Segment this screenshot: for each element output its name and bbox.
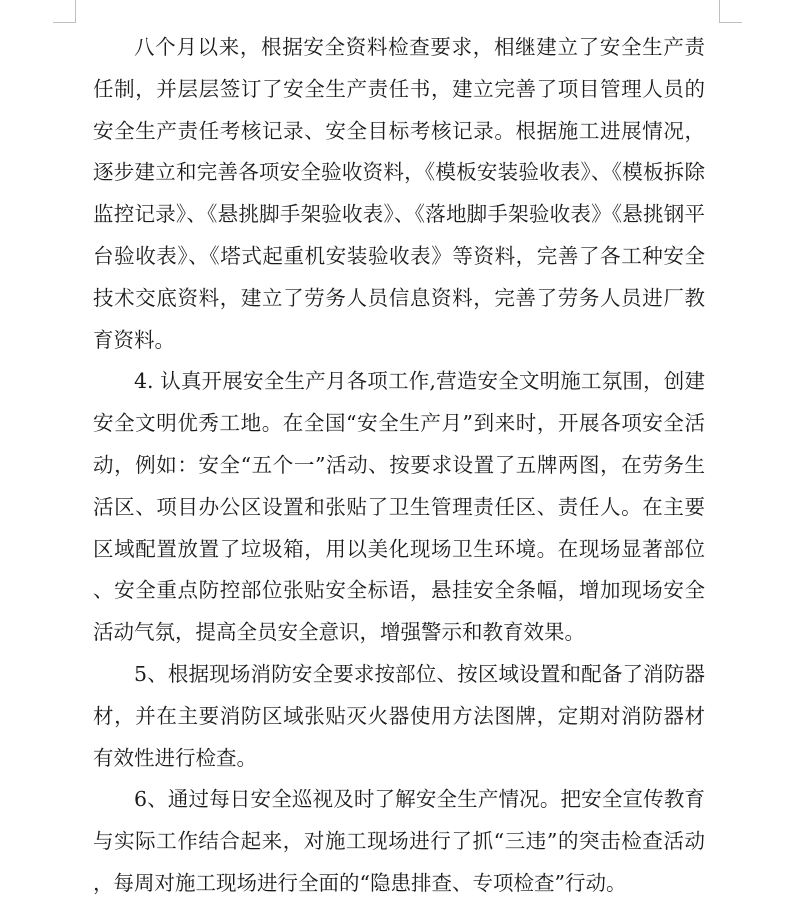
margin-corner-mark-left bbox=[53, 0, 76, 23]
document-body[interactable] bbox=[93, 27, 705, 905]
margin-corner-mark-right bbox=[719, 0, 742, 23]
paragraph-safety-records: 八个月以来，根据安全资料检查要求，相继建立了安全生产责任制，并层层签订了安全生产责任书，建立完善了项目管理人员的安全生产责任考核记录、安全目标考核记录。根据施工进展情况，逐步建立和完善各项安全验收资料，《模板安装验收表》、《模板拆除监控记录》、《悬挑脚手架验收表》、《落地脚手架验收表》《悬挑钢平台验收表》、《塔式起重机安装验收表》等资料，完善了各工种安全技术交底资料，建立了劳务人员信息资料，完善了劳务人员进厂教育资料。 bbox=[93, 35, 705, 352]
paragraph-daily-inspection: 6、通过每日安全巡视及时了解安全生产情况。把安全宣传教育与实际工作结合起来，对施工现场进行了抓“三违”的突击检查活动，每周对施工现场进行全面的“隐患排查、专项检查”行动。 bbox=[93, 787, 705, 895]
paragraph-safety-month: 4. 认真开展安全生产月各项工作,营造安全文明施工氛围，创建安全文明优秀工地。在全国“安全生产月”到来时，开展各项安全活动，例如：安全“五个一”活动、按要求设置了五牌两图，在劳务生活区、项目办公区设置和张贴了卫生管理责任区、责任人。在主要区域配置放置了垃圾箱，用以美化现场卫生环境。在现场显著部位、安全重点防控部位张贴安全标语，悬挂安全条幅，增加现场安全活动气氛，提高全员安全意识，增强警示和教育效果。 bbox=[93, 369, 705, 645]
paragraph-fire-equipment: 5、根据现场消防安全要求按部位、按区域设置和配备了消防器材，并在主要消防区域张贴灭火器使用方法图牌，定期对消防器材有效性进行检查。 bbox=[93, 661, 705, 770]
